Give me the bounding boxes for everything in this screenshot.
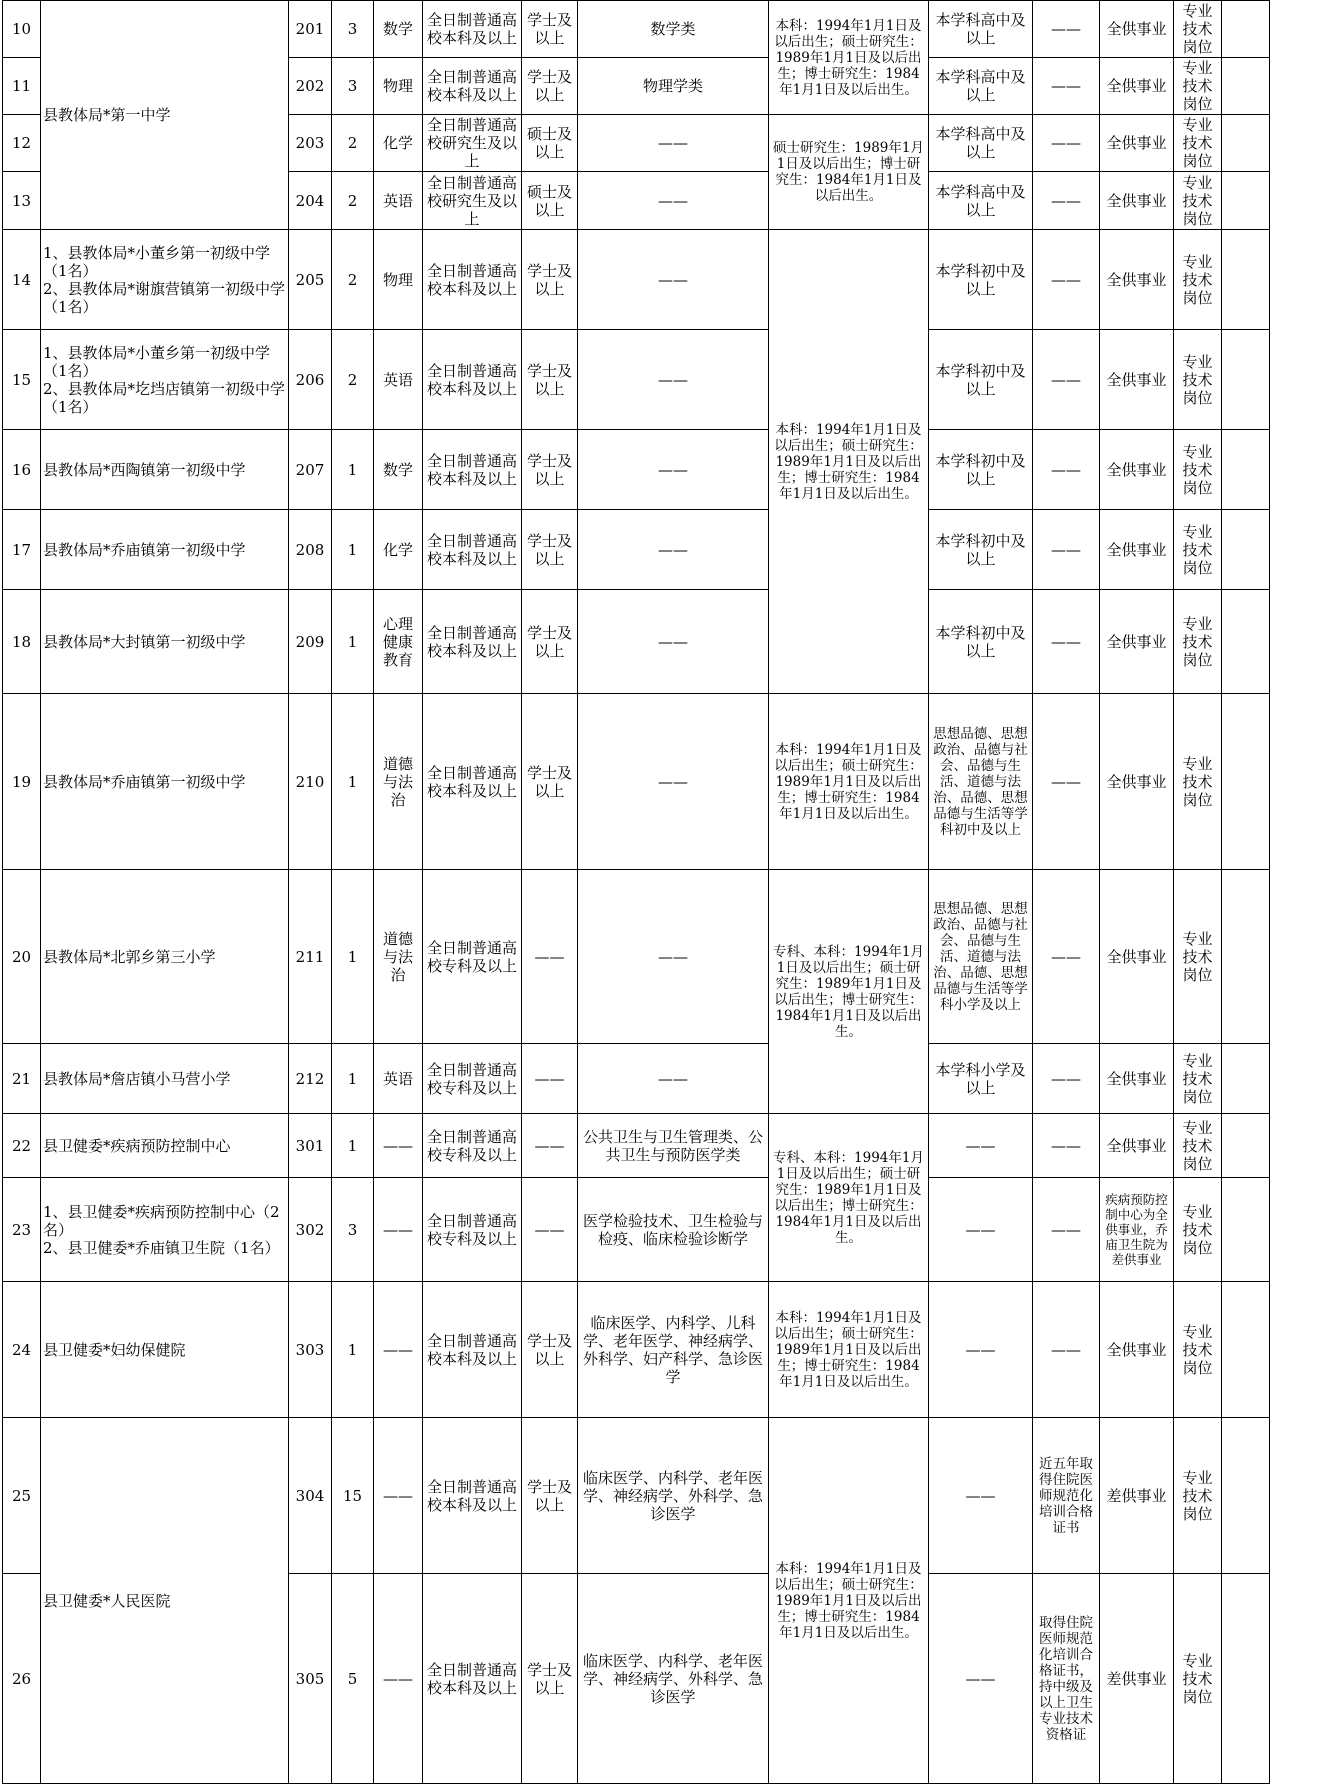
degree: 硕士及以上 (522, 115, 578, 172)
funding-type: 差供事业 (1100, 1418, 1174, 1574)
unit-name: 县教体局*西陶镇第一初级中学 (41, 430, 289, 510)
degree: —— (522, 1178, 578, 1282)
row-number: 12 (3, 115, 41, 172)
teacher-certificate: —— (929, 1574, 1033, 1784)
remark-cell (1222, 230, 1270, 330)
row-number: 17 (3, 510, 41, 590)
position-code: 305 (289, 1574, 332, 1784)
major: —— (578, 430, 769, 510)
degree: 学士及以上 (522, 330, 578, 430)
other-requirement: —— (1033, 330, 1100, 430)
age-requirement: 本科：1994年1月1日及以后出生；硕士研究生：1989年1月1日及以后出生；博士研究生：1984年1月1日及以后出生。 (769, 1282, 929, 1418)
unit-name: 县教体局*乔庙镇第一初级中学 (41, 694, 289, 870)
hire-count: 5 (332, 1574, 374, 1784)
education: 全日制普通高校专科及以上 (423, 1114, 522, 1178)
education: 全日制普通高校本科及以上 (423, 510, 522, 590)
row-number: 14 (3, 230, 41, 330)
funding-type: 全供事业 (1100, 1, 1174, 58)
other-requirement: —— (1033, 1044, 1100, 1114)
major: 物理学类 (578, 58, 769, 115)
position-code: 209 (289, 590, 332, 694)
major: 医学检验技术、卫生检验与检疫、临床检验诊断学 (578, 1178, 769, 1282)
hire-count: 3 (332, 58, 374, 115)
remark-cell (1222, 1114, 1270, 1178)
age-requirement: 硕士研究生：1989年1月1日及以后出生；博士研究生：1984年1月1日及以后出生。 (769, 115, 929, 230)
hire-count: 3 (332, 1178, 374, 1282)
table-row (3, 230, 1270, 330)
degree: 学士及以上 (522, 510, 578, 590)
post-type: 专业技术岗位 (1174, 58, 1222, 115)
row-number: 24 (3, 1282, 41, 1418)
teacher-certificate: 本学科初中及以上 (929, 430, 1033, 510)
education: 全日制普通高校本科及以上 (423, 330, 522, 430)
hire-count: 15 (332, 1418, 374, 1574)
unit-name: 县卫健委*妇幼保健院 (41, 1282, 289, 1418)
position-code: 208 (289, 510, 332, 590)
hire-count: 1 (332, 590, 374, 694)
remark-cell (1222, 330, 1270, 430)
post-type: 专业技术岗位 (1174, 870, 1222, 1044)
teacher-certificate: —— (929, 1178, 1033, 1282)
age-requirement: 专科、本科：1994年1月1日及以后出生；硕士研究生：1989年1月1日及以后出生；博士研究生：1984年1月1日及以后出生。 (769, 1114, 929, 1282)
teacher-certificate: 本学科高中及以上 (929, 172, 1033, 230)
post-type: 专业技术岗位 (1174, 430, 1222, 510)
age-requirement: 本科：1994年1月1日及以后出生；硕士研究生：1989年1月1日及以后出生；博士研究生：1984年1月1日及以后出生。 (769, 1418, 929, 1784)
row-number: 13 (3, 172, 41, 230)
major: 数学类 (578, 1, 769, 58)
teacher-certificate: 本学科高中及以上 (929, 58, 1033, 115)
remark-cell (1222, 694, 1270, 870)
other-requirement: —— (1033, 430, 1100, 510)
age-requirement: 本科：1994年1月1日及以后出生；硕士研究生：1989年1月1日及以后出生；博士研究生：1984年1月1日及以后出生。 (769, 230, 929, 694)
table-row (3, 1282, 1270, 1418)
education: 全日制普通高校本科及以上 (423, 590, 522, 694)
remark-cell (1222, 510, 1270, 590)
funding-type: 全供事业 (1100, 510, 1174, 590)
post-type: 专业技术岗位 (1174, 510, 1222, 590)
position-code: 212 (289, 1044, 332, 1114)
teacher-certificate: 本学科高中及以上 (929, 1, 1033, 58)
other-requirement: —— (1033, 172, 1100, 230)
post-type: 专业技术岗位 (1174, 1, 1222, 58)
major: —— (578, 870, 769, 1044)
degree: 学士及以上 (522, 58, 578, 115)
degree: 学士及以上 (522, 1418, 578, 1574)
funding-type: 全供事业 (1100, 870, 1174, 1044)
row-number: 23 (3, 1178, 41, 1282)
unit-name: 县教体局*北郭乡第三小学 (41, 870, 289, 1044)
teacher-certificate: 思想品德、思想政治、品德与社会、品德与生活、道德与法治、品德、思想品德与生活等学科初中及以上 (929, 694, 1033, 870)
remark-cell (1222, 590, 1270, 694)
major: —— (578, 590, 769, 694)
major: —— (578, 115, 769, 172)
degree: —— (522, 870, 578, 1044)
table-row (3, 590, 1270, 694)
degree: —— (522, 1044, 578, 1114)
remark-cell (1222, 115, 1270, 172)
other-requirement: —— (1033, 58, 1100, 115)
remark-cell (1222, 172, 1270, 230)
major: 临床医学、内科学、老年医学、神经病学、外科学、急诊医学 (578, 1418, 769, 1574)
education: 全日制普通高校专科及以上 (423, 1178, 522, 1282)
major: —— (578, 330, 769, 430)
post-type: 专业技术岗位 (1174, 330, 1222, 430)
education: 全日制普通高校本科及以上 (423, 1574, 522, 1784)
remark-cell (1222, 1178, 1270, 1282)
other-requirement: —— (1033, 590, 1100, 694)
other-requirement: —— (1033, 230, 1100, 330)
post-type: 专业技术岗位 (1174, 590, 1222, 694)
education: 全日制普通高校研究生及以上 (423, 172, 522, 230)
position-code: 206 (289, 330, 332, 430)
position-code: 211 (289, 870, 332, 1044)
degree: 学士及以上 (522, 590, 578, 694)
position-code: 301 (289, 1114, 332, 1178)
row-number: 25 (3, 1418, 41, 1574)
row-number: 21 (3, 1044, 41, 1114)
post-type: 专业技术岗位 (1174, 1114, 1222, 1178)
subject: 道德与法治 (374, 870, 423, 1044)
unit-name: 县卫健委*人民医院 (41, 1418, 289, 1784)
hire-count: 1 (332, 694, 374, 870)
funding-type: 差供事业 (1100, 1574, 1174, 1784)
funding-type: 全供事业 (1100, 1114, 1174, 1178)
row-number: 20 (3, 870, 41, 1044)
position-code: 304 (289, 1418, 332, 1574)
subject: 心理健康教育 (374, 590, 423, 694)
position-code: 201 (289, 1, 332, 58)
table-row (3, 870, 1270, 1044)
post-type: 专业技术岗位 (1174, 1574, 1222, 1784)
unit-name: 县教体局*乔庙镇第一初级中学 (41, 510, 289, 590)
position-code: 203 (289, 115, 332, 172)
hire-count: 1 (332, 510, 374, 590)
row-number: 26 (3, 1574, 41, 1784)
major: —— (578, 510, 769, 590)
row-number: 18 (3, 590, 41, 694)
remark-cell (1222, 1044, 1270, 1114)
major: 临床医学、内科学、儿科学、老年医学、神经病学、外科学、妇产科学、急诊医学 (578, 1282, 769, 1418)
teacher-certificate: —— (929, 1282, 1033, 1418)
post-type: 专业技术岗位 (1174, 1282, 1222, 1418)
teacher-certificate: 本学科初中及以上 (929, 590, 1033, 694)
subject: 英语 (374, 1044, 423, 1114)
other-requirement: —— (1033, 510, 1100, 590)
table-row (3, 510, 1270, 590)
funding-type: 全供事业 (1100, 430, 1174, 510)
remark-cell (1222, 870, 1270, 1044)
funding-type: 全供事业 (1100, 694, 1174, 870)
unit-name: 县教体局*大封镇第一初级中学 (41, 590, 289, 694)
education: 全日制普通高校本科及以上 (423, 1, 522, 58)
hire-count: 3 (332, 1, 374, 58)
funding-type: 全供事业 (1100, 115, 1174, 172)
row-number: 16 (3, 430, 41, 510)
unit-name: 县教体局*第一中学 (41, 1, 289, 230)
teacher-certificate: —— (929, 1114, 1033, 1178)
funding-type: 全供事业 (1100, 58, 1174, 115)
unit-name: 1、县教体局*小董乡第一初级中学（1名） 2、县教体局*圪垱店镇第一初级中学（1名） (41, 330, 289, 430)
table-row (3, 694, 1270, 870)
post-type: 专业技术岗位 (1174, 694, 1222, 870)
unit-name: 县教体局*詹店镇小马营小学 (41, 1044, 289, 1114)
hire-count: 2 (332, 330, 374, 430)
funding-type: 全供事业 (1100, 330, 1174, 430)
major: —— (578, 694, 769, 870)
major: —— (578, 1044, 769, 1114)
teacher-certificate: —— (929, 1418, 1033, 1574)
remark-cell (1222, 1418, 1270, 1574)
education: 全日制普通高校本科及以上 (423, 1418, 522, 1574)
subject: 数学 (374, 430, 423, 510)
major: —— (578, 230, 769, 330)
other-requirement: —— (1033, 1282, 1100, 1418)
subject: 英语 (374, 330, 423, 430)
table-row (3, 1044, 1270, 1114)
other-requirement: 取得住院医师规范化培训合格证书，持中级及以上卫生专业技术资格证 (1033, 1574, 1100, 1784)
degree: 学士及以上 (522, 230, 578, 330)
position-code: 207 (289, 430, 332, 510)
degree: 学士及以上 (522, 430, 578, 510)
major: 临床医学、内科学、老年医学、神经病学、外科学、急诊医学 (578, 1574, 769, 1784)
remark-cell (1222, 1282, 1270, 1418)
hire-count: 2 (332, 172, 374, 230)
education: 全日制普通高校研究生及以上 (423, 115, 522, 172)
remark-cell (1222, 430, 1270, 510)
recruitment-table (2, 0, 1270, 1784)
teacher-certificate: 本学科初中及以上 (929, 330, 1033, 430)
remark-cell (1222, 1574, 1270, 1784)
education: 全日制普通高校本科及以上 (423, 230, 522, 330)
degree: —— (522, 1114, 578, 1178)
unit-name: 1、县教体局*小董乡第一初级中学（1名） 2、县教体局*谢旗营镇第一初级中学（1名） (41, 230, 289, 330)
subject: 物理 (374, 58, 423, 115)
post-type: 专业技术岗位 (1174, 1418, 1222, 1574)
funding-type: 全供事业 (1100, 172, 1174, 230)
teacher-certificate: 思想品德、思想政治、品德与社会、品德与生活、道德与法治、品德、思想品德与生活等学科小学及以上 (929, 870, 1033, 1044)
unit-name: 县卫健委*疾病预防控制中心 (41, 1114, 289, 1178)
age-requirement: 本科：1994年1月1日及以后出生；硕士研究生：1989年1月1日及以后出生；博士研究生：1984年1月1日及以后出生。 (769, 694, 929, 870)
row-number: 15 (3, 330, 41, 430)
position-code: 303 (289, 1282, 332, 1418)
hire-count: 2 (332, 230, 374, 330)
subject: —— (374, 1178, 423, 1282)
post-type: 专业技术岗位 (1174, 1178, 1222, 1282)
funding-type: 全供事业 (1100, 230, 1174, 330)
hire-count: 1 (332, 1114, 374, 1178)
hire-count: 1 (332, 870, 374, 1044)
major: —— (578, 172, 769, 230)
remark-cell (1222, 58, 1270, 115)
subject: 英语 (374, 172, 423, 230)
hire-count: 1 (332, 1044, 374, 1114)
post-type: 专业技术岗位 (1174, 230, 1222, 330)
table-row (3, 1, 1270, 58)
subject: 化学 (374, 510, 423, 590)
table-row (3, 430, 1270, 510)
post-type: 专业技术岗位 (1174, 115, 1222, 172)
other-requirement: —— (1033, 1, 1100, 58)
teacher-certificate: 本学科小学及以上 (929, 1044, 1033, 1114)
major: 公共卫生与卫生管理类、公共卫生与预防医学类 (578, 1114, 769, 1178)
degree: 学士及以上 (522, 1282, 578, 1418)
funding-type: 全供事业 (1100, 1282, 1174, 1418)
row-number: 19 (3, 694, 41, 870)
position-code: 210 (289, 694, 332, 870)
subject: 道德与法治 (374, 694, 423, 870)
position-code: 302 (289, 1178, 332, 1282)
hire-count: 1 (332, 430, 374, 510)
table-row (3, 330, 1270, 430)
row-number: 22 (3, 1114, 41, 1178)
row-number: 10 (3, 1, 41, 58)
subject: —— (374, 1418, 423, 1574)
subject: —— (374, 1282, 423, 1418)
other-requirement: —— (1033, 870, 1100, 1044)
subject: —— (374, 1114, 423, 1178)
degree: 学士及以上 (522, 694, 578, 870)
table-row (3, 1114, 1270, 1178)
degree: 学士及以上 (522, 1, 578, 58)
age-requirement: 专科、本科：1994年1月1日及以后出生；硕士研究生：1989年1月1日及以后出生；博士研究生：1984年1月1日及以后出生。 (769, 870, 929, 1114)
other-requirement: —— (1033, 1114, 1100, 1178)
hire-count: 1 (332, 1282, 374, 1418)
funding-type: 疾病预防控制中心为全供事业，乔庙卫生院为差供事业 (1100, 1178, 1174, 1282)
subject: 物理 (374, 230, 423, 330)
unit-name: 1、县卫健委*疾病预防控制中心（2名） 2、县卫健委*乔庙镇卫生院（1名） (41, 1178, 289, 1282)
hire-count: 2 (332, 115, 374, 172)
table-row (3, 1418, 1270, 1574)
education: 全日制普通高校专科及以上 (423, 870, 522, 1044)
teacher-certificate: 本学科初中及以上 (929, 230, 1033, 330)
subject: 数学 (374, 1, 423, 58)
degree: 学士及以上 (522, 1574, 578, 1784)
education: 全日制普通高校本科及以上 (423, 1282, 522, 1418)
subject: —— (374, 1574, 423, 1784)
other-requirement: —— (1033, 1178, 1100, 1282)
education: 全日制普通高校本科及以上 (423, 58, 522, 115)
degree: 硕士及以上 (522, 172, 578, 230)
post-type: 专业技术岗位 (1174, 172, 1222, 230)
other-requirement: —— (1033, 694, 1100, 870)
position-code: 202 (289, 58, 332, 115)
funding-type: 全供事业 (1100, 1044, 1174, 1114)
position-code: 204 (289, 172, 332, 230)
position-code: 205 (289, 230, 332, 330)
post-type: 专业技术岗位 (1174, 1044, 1222, 1114)
funding-type: 全供事业 (1100, 590, 1174, 694)
other-requirement: —— (1033, 115, 1100, 172)
education: 全日制普通高校本科及以上 (423, 694, 522, 870)
table-row (3, 1178, 1270, 1282)
remark-cell (1222, 1, 1270, 58)
subject: 化学 (374, 115, 423, 172)
row-number: 11 (3, 58, 41, 115)
education: 全日制普通高校专科及以上 (423, 1044, 522, 1114)
teacher-certificate: 本学科初中及以上 (929, 510, 1033, 590)
teacher-certificate: 本学科高中及以上 (929, 115, 1033, 172)
age-requirement: 本科：1994年1月1日及以后出生；硕士研究生：1989年1月1日及以后出生；博士研究生：1984年1月1日及以后出生。 (769, 1, 929, 115)
education: 全日制普通高校本科及以上 (423, 430, 522, 510)
other-requirement: 近五年取得住院医师规范化培训合格证书 (1033, 1418, 1100, 1574)
